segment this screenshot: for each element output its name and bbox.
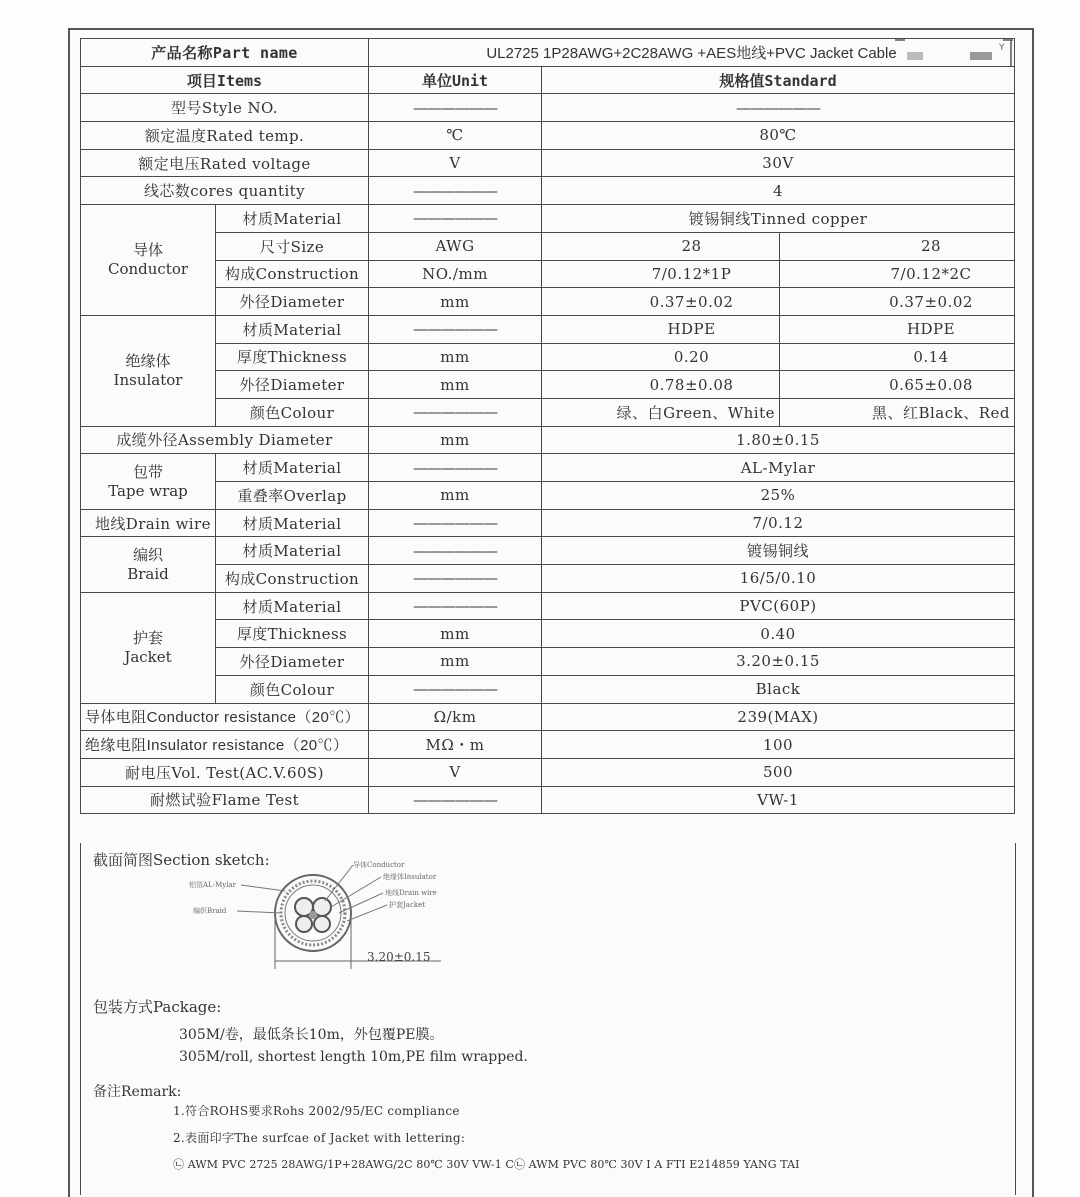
section-title: 截面简图Section sketch: xyxy=(93,851,270,869)
items-header: 项目Items xyxy=(81,66,369,94)
tape-group-cn: 包带 xyxy=(132,462,163,481)
insulator-thickness-v2: 0.14 xyxy=(780,343,1015,371)
package-line-cn: 305M/卷，最低条长10m，外包覆PE膜。 xyxy=(179,1027,444,1043)
conductor-group-en: Conductor xyxy=(107,260,189,278)
table-row xyxy=(81,398,1015,426)
conductor-construction-unit: NO./mm xyxy=(369,260,542,288)
tape-overlap-label: 重叠率Overlap xyxy=(216,482,369,510)
drain-material-label: 材质Material xyxy=(216,509,369,537)
insulator-material-label: 材质Material xyxy=(216,315,369,343)
jacket-colour-unit: —————— xyxy=(369,675,542,703)
jacket-colour-value: Black xyxy=(542,675,1015,703)
table-row xyxy=(81,149,1015,177)
remark-line-2: 2.表面印字The surfcae of Jacket with lettering: xyxy=(173,1131,466,1145)
braid-material-value: 镀锡铜线 xyxy=(542,537,1015,565)
braid-construction-value: 16/5/0.10 xyxy=(542,565,1015,593)
part-name-label: 产品名称Part name xyxy=(81,39,369,67)
remark-line-3: ㉡ AWM PVC 2725 28AWG/1P+28AWG/2C 80℃ 30V VW-1 C㉡ AWM PVC 80℃ 30V Ⅰ A FTI E214859 YANG TAI xyxy=(173,1158,800,1171)
conductor-resistance-unit: Ω/km xyxy=(369,703,542,731)
jacket-material-unit: —————— xyxy=(369,592,542,620)
table-row xyxy=(81,371,1015,399)
insulator-resistance-unit: MΩ・m xyxy=(369,731,542,759)
insulator-diameter-v1: 0.78±0.08 xyxy=(542,371,780,399)
conductor-material-label: 材质Material xyxy=(216,205,369,233)
part-name-value: UL2725 1P28AWG+2C28AWG +AES地线+PVC Jacket Cable xyxy=(369,39,1015,67)
standard-header: 规格值Standard xyxy=(542,66,1015,94)
jacket-group-cn: 护套 xyxy=(132,628,163,647)
table-row xyxy=(81,66,1015,94)
insulator-material-unit: —————— xyxy=(369,315,542,343)
assembly-value: 1.80±0.15 xyxy=(542,426,1015,454)
insulator-colour-v2: 黑、红Black、Red xyxy=(780,398,1015,426)
insulator-diameter-label: 外径Diameter xyxy=(216,371,369,399)
table-row xyxy=(81,731,1015,759)
cores-unit: —————— xyxy=(369,177,542,205)
remark-box xyxy=(80,1073,1016,1195)
svg-text:绝缘体Insulator: 绝缘体Insulator xyxy=(383,873,437,881)
flame-test-value: VW-1 xyxy=(542,786,1015,814)
tape-material-label: 材质Material xyxy=(216,454,369,482)
conductor-group xyxy=(81,205,216,316)
tape-group xyxy=(81,454,216,509)
conductor-diameter-v1: 0.37±0.02 xyxy=(542,288,780,316)
jacket-diameter-unit: mm xyxy=(369,648,542,676)
braid-group xyxy=(81,537,216,592)
table-row xyxy=(81,177,1015,205)
insulator-material-v2: HDPE xyxy=(780,315,1015,343)
conductor-diameter-v2: 0.37±0.02 xyxy=(780,288,1015,316)
braid-material-unit: —————— xyxy=(369,537,542,565)
voltage-test-unit: V xyxy=(369,758,542,786)
conductor-material-unit: —————— xyxy=(369,205,542,233)
jacket-material-value: PVC(60P) xyxy=(542,592,1015,620)
drain-group: 地线Drain wire xyxy=(81,509,216,537)
voltage-value: 30V xyxy=(542,149,1015,177)
table-row xyxy=(81,260,1015,288)
table-row xyxy=(81,509,1015,537)
insulator-resistance-label: 绝缘电阻Insulator resistance（20℃） xyxy=(81,731,369,759)
table-row xyxy=(81,315,1015,343)
table-row xyxy=(81,620,1015,648)
table-row xyxy=(81,426,1015,454)
table-row xyxy=(81,703,1015,731)
conductor-construction-label: 构成Construction xyxy=(216,260,369,288)
package-line-en: 305M/roll, shortest length 10m,PE film wrapped. xyxy=(179,1049,528,1065)
jacket-thickness-value: 0.40 xyxy=(542,620,1015,648)
conductor-size-unit: AWG xyxy=(369,232,542,260)
table-row xyxy=(81,482,1015,510)
table-row xyxy=(81,205,1015,233)
voltage-test-label: 耐电压Vol. Test(AC.V.60S) xyxy=(81,758,369,786)
remark-title: 备注Remark: xyxy=(93,1084,182,1100)
svg-text:地线Drain wire: 地线Drain wire xyxy=(385,889,437,897)
braid-construction-unit: —————— xyxy=(369,565,542,593)
jacket-diameter-label: 外径Diameter xyxy=(216,648,369,676)
table-row xyxy=(81,592,1015,620)
conductor-size-v2: 28 xyxy=(780,232,1015,260)
insulator-thickness-label: 厚度Thickness xyxy=(216,343,369,371)
insulator-thickness-unit: mm xyxy=(369,343,542,371)
table-row xyxy=(81,454,1015,482)
unit-header: 单位Unit xyxy=(369,66,542,94)
svg-text:护套Jacket: 护套Jacket xyxy=(389,901,426,909)
conductor-construction-v1: 7/0.12*1P xyxy=(542,260,780,288)
table-row xyxy=(81,565,1015,593)
drain-material-value: 7/0.12 xyxy=(542,509,1015,537)
table-row xyxy=(81,758,1015,786)
svg-text:铝箔AL-Mylar: 铝箔AL-Mylar xyxy=(189,881,236,889)
svg-text:3.20±0.15: 3.20±0.15 xyxy=(367,950,431,964)
insulator-diameter-v2: 0.65±0.08 xyxy=(780,371,1015,399)
table-row xyxy=(81,232,1015,260)
tape-material-unit: —————— xyxy=(369,454,542,482)
jacket-group-en: Jacket xyxy=(124,647,172,666)
insulator-resistance-value: 100 xyxy=(542,731,1015,759)
spec-table xyxy=(80,38,1015,814)
tape-group-en: Tape wrap xyxy=(108,481,188,500)
style-value: —————— xyxy=(542,94,1015,122)
cable-cross-section-diagram xyxy=(81,843,1015,986)
table-row xyxy=(81,94,1015,122)
table-row xyxy=(81,122,1015,150)
flame-test-label: 耐燃试验Flame Test xyxy=(81,786,369,814)
conductor-resistance-value: 239(MAX) xyxy=(542,703,1015,731)
jacket-material-label: 材质Material xyxy=(216,592,369,620)
corner-letter: Y xyxy=(999,43,1005,53)
insulator-group-cn: 绝缘体 xyxy=(125,351,171,370)
cores-value: 4 xyxy=(542,177,1015,205)
conductor-diameter-label: 外径Diameter xyxy=(216,288,369,316)
flame-test-unit: —————— xyxy=(369,786,542,814)
insulator-material-v1: HDPE xyxy=(542,315,780,343)
insulator-group xyxy=(81,315,216,426)
jacket-thickness-label: 厚度Thickness xyxy=(216,620,369,648)
table-row xyxy=(81,648,1015,676)
remark-line-1: 1.符合ROHS要求Rohs 2002/95/EC compliance xyxy=(173,1104,460,1118)
conductor-diameter-unit: mm xyxy=(369,288,542,316)
voltage-label: 额定电压Rated voltage xyxy=(81,149,369,177)
conductor-size-v1: 28 xyxy=(542,232,780,260)
svg-text:编织Braid: 编织Braid xyxy=(193,907,227,915)
conductor-group-cn: 导体 xyxy=(132,241,163,259)
style-unit: —————— xyxy=(369,94,542,122)
jacket-group xyxy=(81,592,216,703)
braid-group-en: Braid xyxy=(127,564,169,583)
insulator-colour-unit: —————— xyxy=(369,398,542,426)
insulator-thickness-v1: 0.20 xyxy=(542,343,780,371)
conductor-construction-v2: 7/0.12*2C xyxy=(780,260,1015,288)
style-label: 型号Style NO. xyxy=(81,94,369,122)
tape-overlap-unit: mm xyxy=(369,482,542,510)
voltage-test-value: 500 xyxy=(542,758,1015,786)
temp-value: 80℃ xyxy=(542,122,1015,150)
insulator-group-en: Insulator xyxy=(113,370,183,389)
table-row xyxy=(81,343,1015,371)
insulator-colour-v1: 绿、白Green、White xyxy=(542,398,780,426)
drain-material-unit: —————— xyxy=(369,509,542,537)
insulator-colour-label: 颜色Colour xyxy=(216,398,369,426)
jacket-colour-label: 颜色Colour xyxy=(216,675,369,703)
tape-overlap-value: 25% xyxy=(542,482,1015,510)
table-row xyxy=(81,288,1015,316)
table-row xyxy=(81,786,1015,814)
conductor-material-value: 镀锡铜线Tinned copper xyxy=(542,205,1015,233)
package-box xyxy=(80,986,1016,1074)
table-row xyxy=(81,39,1015,67)
jacket-thickness-unit: mm xyxy=(369,620,542,648)
jacket-diameter-value: 3.20±0.15 xyxy=(542,648,1015,676)
section-sketch-box xyxy=(80,843,1016,987)
package-title: 包装方式Package: xyxy=(93,998,222,1016)
insulator-diameter-unit: mm xyxy=(369,371,542,399)
svg-text:导体Conductor: 导体Conductor xyxy=(353,861,405,869)
corner-marks xyxy=(895,36,1015,66)
conductor-resistance-label: 导体电阻Conductor resistance（20℃） xyxy=(81,703,369,731)
tape-material-value: AL-Mylar xyxy=(542,454,1015,482)
cores-label: 线芯数cores quantity xyxy=(81,177,369,205)
voltage-unit: V xyxy=(369,149,542,177)
braid-construction-label: 构成Construction xyxy=(216,565,369,593)
temp-unit: ℃ xyxy=(369,122,542,150)
conductor-size-label: 尺寸Size xyxy=(216,232,369,260)
table-row xyxy=(81,675,1015,703)
assembly-label: 成缆外径Assembly Diameter xyxy=(81,426,369,454)
braid-material-label: 材质Material xyxy=(216,537,369,565)
table-row xyxy=(81,537,1015,565)
temp-label: 额定温度Rated temp. xyxy=(81,122,369,150)
braid-group-cn: 编织 xyxy=(132,545,163,564)
assembly-unit: mm xyxy=(369,426,542,454)
